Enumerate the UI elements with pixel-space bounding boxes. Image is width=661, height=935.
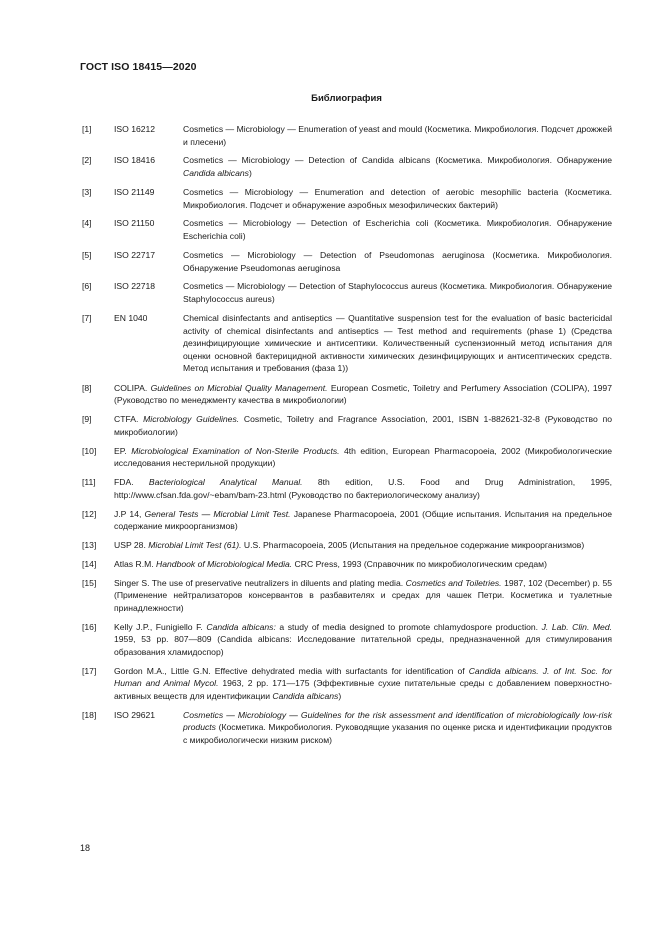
bibliography-entry [82,123,612,148]
entry-number: [14] [82,559,97,570]
bibliography-entry [82,312,612,375]
entry-number: [18] [82,709,97,720]
citation-text: a study of media designed to promote chlamydospore production. [275,621,542,632]
citation-italic-text: General Tests — Microbial Limit Test. [144,508,291,519]
bibliography-entry [82,577,612,615]
bibliography-entry [82,413,612,438]
citation-text: (Косметика. Микробиология. Руководящие указания по оценке риска и идентификации продуктов с микробиологически низким риском) [183,722,612,745]
citation-text: Cosmetic, Toiletry and Fragrance Association, 2001, ISBN 1-882621-32-8 (Руководство по микробиологии) [114,414,613,437]
bibliography-entry [82,508,612,533]
entry-citation-text [114,539,612,552]
citation-text: CRC Press, 1993 (Справочник по микробиологическим средам) [292,559,547,570]
page-number: 18 [80,843,91,853]
entry-citation-text [183,217,612,242]
entry-citation-text [114,413,612,438]
bibliography-entry [82,249,612,274]
entry-number: [16] [82,621,97,632]
citation-text: FDA. [114,477,149,488]
entry-citation-text [114,445,612,470]
citation-text: 8th edition, U.S. Food and Drug Administration, 1995, http://www.cfsan.fda.gov/~ebam/bam-23.html (Руководство по бактериологическому анализу) [114,477,612,500]
entry-citation-text [114,577,612,615]
citation-text: 1959, 53 pp. 807—809 (Candida albicans: Исследование питательной среды, предназначенной для стимулирования образования хламидоспор) [114,634,612,657]
citation-text: COLIPA. [114,382,151,393]
entry-standard-code: ISO 21149 [114,186,155,197]
standard-header: ГОСТ ISO 18415—2020 [80,61,197,73]
citation-text: Cosmetics — Microbiology — Detection of Candida albicans (Косметика. Микробиология. Обнаружение [183,155,612,166]
entry-citation-text [114,665,612,703]
entry-number: [3] [82,186,92,197]
entry-number: [13] [82,540,97,551]
entry-number: [4] [82,218,92,229]
entry-number: [1] [82,124,92,134]
citation-text: Japanese Pharmacopoeia, 2001 (Общие испытания. Испытания на предельное содержание микроорганизмов) [114,508,612,532]
citation-italic-text: Candida albicans [272,690,339,701]
entry-number: [15] [82,577,97,588]
entry-citation-text [114,558,612,571]
citation-text: USP 28. [114,540,149,551]
citation-italic-text: Microbiology Guidelines. [143,414,240,425]
entry-number: [7] [82,312,92,323]
entry-number: [6] [82,281,92,292]
citation-italic-text: Candida albicans. J. of Int. Soc. for Human and Animal Mycol. [114,665,612,689]
entry-citation-text [114,508,612,533]
citation-text: J.P 14, [114,508,145,519]
citation-text: ) [338,690,342,701]
citation-text: 1963, 2 pp. 171—175 (Эффективные сухие питательные среды с добавлением поверхностно-активных веществ для идентификации [114,678,613,701]
citation-text: Singer S. The use of preservative neutralizers in diluents and plating media. [114,577,406,588]
entry-citation-text [183,312,612,375]
bibliography-entry [82,445,612,470]
citation-text: EP. [114,445,132,456]
entry-standard-code: ISO 22718 [114,281,156,292]
entry-standard-code: ISO 22717 [114,249,156,260]
bibliography-entry [82,154,612,179]
citation-italic-text: J. Lab. Clin. Med. [541,621,612,632]
entry-standard-code: ISO 18416 [114,155,156,166]
citation-italic-text: Handbook of Microbiological Media. [156,559,293,570]
bibliography-entry [82,665,612,703]
bibliography-list [82,123,612,747]
bibliography-entry [82,476,612,501]
citation-text: ) [248,168,252,179]
entry-citation-text [114,476,612,501]
citation-text: Gordon M.A., Little G.N. Effective dehydrated media with surfactants for identification of [114,665,469,676]
citation-text: Cosmetics — Microbiology — Detection of Escherichia coli (Косметика. Микробиология. Обнаружение Escherichia coli) [183,218,612,242]
citation-italic-text: Microbial Limit Test (61). [148,540,242,551]
citation-italic-text: Candida albicans: [206,621,276,632]
entry-citation-text [183,280,612,305]
entry-number: [8] [82,382,92,393]
entry-standard-code: ISO 21150 [114,218,155,229]
citation-text: European Cosmetic, Toiletry and Perfumery Association (COLIPA), 1997 (Руководство по менеджменту качества в микробиологии) [114,382,612,406]
entry-number: [9] [82,414,92,425]
citation-italic-text: Cosmetics and Toiletries. [405,577,502,588]
citation-italic-text: Bacteriological Analytical Manual. [148,477,303,488]
citation-italic-text: Candida albicans [183,168,249,179]
citation-text: Cosmetics — Microbiology — Detection of Staphylococcus aureus (Косметика. Микробиология. Обнаружение Staphylococcus aureus) [183,281,612,305]
entry-number: [2] [82,155,92,166]
entry-number: [11] [82,477,96,488]
entry-number: [17] [82,665,97,676]
citation-italic-text: Guidelines on Microbial Quality Management. [150,382,328,393]
citation-text: U.S. Pharmacopoeia, 2005 (Испытания на предельное содержание микроорганизмов) [241,540,585,551]
entry-citation-text [114,621,612,659]
entry-citation-text [183,709,612,747]
bibliography-entry [82,382,612,407]
citation-text: Cosmetics — Microbiology — Detection of Pseudomonas aeruginosa (Косметика. Микробиология. Обнаружение Pseudomonas aeruginosa [183,249,612,273]
citation-text: Kelly J.P., Funigiello F. [114,621,207,632]
bibliography-entry [82,558,612,571]
citation-text: Cosmetics — Microbiology — Enumeration of yeast and mould (Косметика. Микробиология. Подсчет дрожжей и плесени) [183,124,612,147]
entry-citation-text [183,154,612,179]
citation-italic-text: Cosmetics — Microbiology — Guidelines for the risk assessment and identification of microbiologically low-risk products [183,709,612,733]
citation-text: CTFA. [114,414,144,425]
bibliography-entry [82,186,612,211]
citation-text: Cosmetics — Microbiology — Enumeration and detection of aerobic mesophilic bacteria (Косметика. Микробиология. Подсчет и обнаружение аэробных мезофилических бактерий) [183,186,612,210]
entry-number: [10] [82,445,97,456]
entry-standard-code: ISO 29621 [114,709,156,720]
entry-number: [5] [82,249,92,260]
entry-standard-code: EN 1040 [114,312,148,323]
citation-text: Atlas R.M. [114,559,157,570]
bibliography-entry [82,217,612,242]
citation-text: 1987, 102 (December) p. 55 (Применение нейтрализаторов консервантов в разбавителях и средах для чашек Петри. Косметика и туалетные принадлежности) [114,577,612,613]
citation-italic-text: Microbiological Examination of Non-Sterile Products. [131,445,340,456]
entry-citation-text [183,186,612,211]
citation-text: Chemical disinfectants and antiseptics — Quantitative suspension test for the evaluation of basic bactericidal activity of chemical disinfectants and antiseptics — Test method and requirements (phase 1) (Средства дезинфицирующие химические и антисептики. Количественный суспензионный метод испытания для оценки основной бактерицидной активности химических дезинфицирующих и антисептических средств. Метод испытания и требования (фаза 1)) [183,312,612,374]
entry-citation-text [183,249,612,274]
entry-citation-text [183,123,612,148]
entry-citation-text [114,382,612,407]
entry-number: [12] [82,508,97,519]
bibliography-title-text: Библиография [311,93,382,104]
bibliography-title [0,93,661,104]
bibliography-entry [82,709,612,747]
citation-text: 4th edition, European Pharmacopoeia, 2002 (Микробиологические исследования нестерильной продукции) [114,445,612,469]
bibliography-entry [82,539,612,552]
entry-standard-code: ISO 16212 [114,124,156,134]
bibliography-entry [82,621,612,659]
bibliography-entry [82,280,612,305]
